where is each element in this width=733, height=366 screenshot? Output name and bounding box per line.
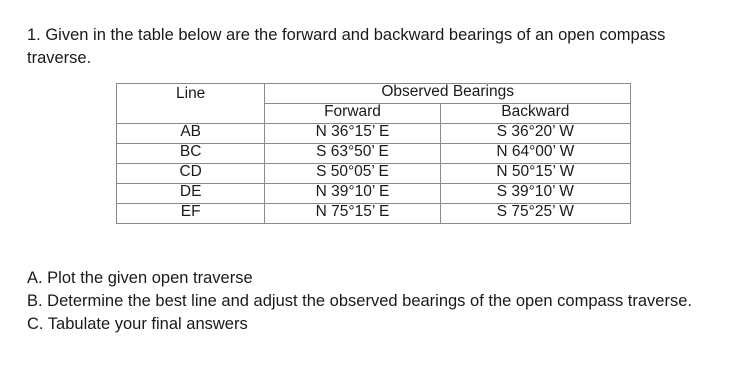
bearings-table (116, 83, 631, 224)
cell-backward: N 50°15’ W (440, 164, 630, 184)
cell-backward: S 36°20’ W (440, 124, 630, 144)
cell-forward: N 36°15’ E (265, 124, 440, 144)
cell-line: DE (117, 184, 265, 204)
table-row (117, 124, 631, 144)
task-c: C. Tabulate your final answers (27, 315, 248, 333)
cell-line: AB (117, 124, 265, 144)
cell-line: CD (117, 164, 265, 184)
table-row (117, 144, 631, 164)
table-header-row (117, 84, 631, 104)
cell-forward: N 75°15’ E (265, 204, 440, 224)
cell-backward: N 64°00’ W (440, 144, 630, 164)
cell-forward: S 50°05’ E (265, 164, 440, 184)
cell-line: BC (117, 144, 265, 164)
table-row (117, 184, 631, 204)
header-backward: Backward (440, 104, 630, 124)
table-row (117, 204, 631, 224)
header-observed-bearings: Observed Bearings (265, 84, 631, 104)
header-line: Line (117, 84, 265, 124)
task-b: B. Determine the best line and adjust the observed bearings of the open compass traverse. (27, 292, 692, 310)
cell-forward: N 39°10’ E (265, 184, 440, 204)
cell-backward: S 75°25’ W (440, 204, 630, 224)
cell-forward: S 63°50’ E (265, 144, 440, 164)
header-forward: Forward (265, 104, 440, 124)
cell-backward: S 39°10’ W (440, 184, 630, 204)
question-text: 1. Given in the table below are the forward and backward bearings of an open compass traverse. (27, 26, 666, 67)
task-list (27, 267, 727, 336)
task-a: A. Plot the given open traverse (27, 269, 253, 287)
cell-line: EF (117, 204, 265, 224)
table-row (117, 164, 631, 184)
